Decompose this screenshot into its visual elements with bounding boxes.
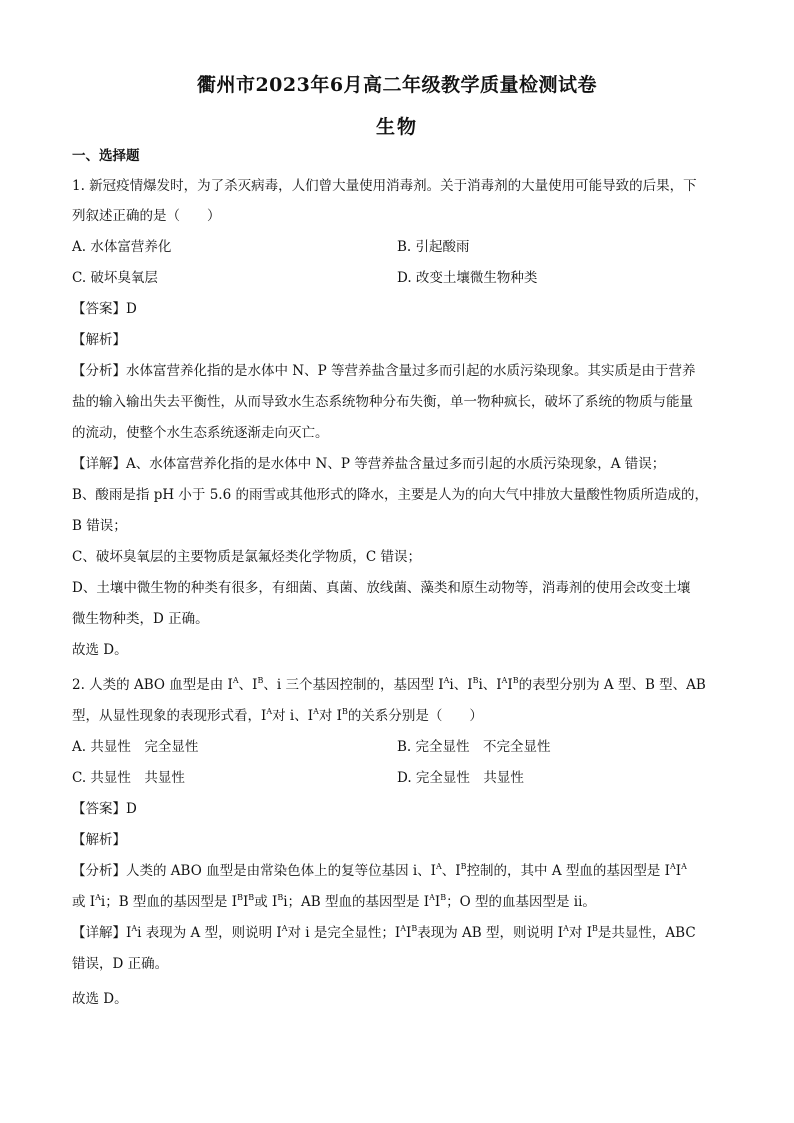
q1-detail-d1: D、土壤中微生物的种类有很多，有细菌、真菌、放线菌、藻类和原生动物等，消毒剂的使用会改变土壤 <box>72 580 691 596</box>
sup: A <box>232 676 239 685</box>
q2-answer <box>72 800 722 818</box>
text: i、I <box>449 677 473 693</box>
text: 人类的 ABO 血型是由常染色体上的复等位基因 i、I <box>126 863 437 879</box>
q1-option-d: D. 改变土壤微生物种类 <box>397 270 538 286</box>
text: I <box>675 863 682 879</box>
sup: B <box>512 676 519 685</box>
q1-answer <box>72 300 722 318</box>
text: 或 I <box>254 894 278 910</box>
text: 是共显性，ABC <box>597 925 696 941</box>
q1-detail-b2: B 错误； <box>72 518 127 534</box>
text: i；AB 型血的基因型是 I <box>283 894 430 910</box>
q2-option-d: D. 完全显性 共显性 <box>397 770 524 786</box>
q2-stem-line1 <box>72 676 722 694</box>
q1-detail-b1: B、酸雨是指 pH 小于 5.6 的雨雪或其他形式的降水，主要是人为的向大气中排放大量酸性物质所造成的， <box>72 487 708 503</box>
text: 对 I <box>568 925 593 941</box>
sup: B <box>440 893 447 902</box>
sup: B <box>592 924 598 933</box>
text: 控制的，其中 A 型血的基因型是 I <box>466 863 670 879</box>
sup: A <box>443 676 450 685</box>
text: 2. 人类的 ABO 血型是由 I <box>72 677 233 693</box>
q2-detail-line2: 错误，D 正确。 <box>72 956 169 972</box>
text: I <box>242 894 249 910</box>
q1-detail-a <box>72 455 722 473</box>
text: I <box>507 677 513 693</box>
q2-jiexi-label: 【解析】 <box>72 832 126 848</box>
text: 、I <box>238 677 258 693</box>
text: 对 i、I <box>272 708 314 724</box>
answer-label: 【答案】 <box>72 801 126 817</box>
sup: A <box>400 924 406 933</box>
text: I <box>406 925 412 941</box>
q2-analysis-line1 <box>72 862 722 880</box>
text: 型，从显性现象的表现形式看，I <box>72 708 267 724</box>
detail-label: 【详解】 <box>72 456 126 472</box>
sup: B <box>341 707 348 716</box>
text: 、I <box>441 863 461 879</box>
sup: B <box>277 893 284 902</box>
sup: B <box>460 862 467 871</box>
q1-conclusion: 故选 D。 <box>72 642 128 658</box>
q2-analysis-line2 <box>72 893 722 911</box>
q1-option-b: B. 引起酸雨 <box>397 239 470 255</box>
sup: B <box>248 893 255 902</box>
analysis-label: 【分析】 <box>72 863 126 879</box>
text: 、i 三个基因控制的，基因型 I <box>263 677 444 693</box>
q1-stem-line1: 1. 新冠疫情爆发时，为了杀灭病毒，人们曾大量使用消毒剂。关于消毒剂的大量使用可能导致的后果，下 <box>72 178 697 194</box>
q1-stem-line2: 列叙述正确的是（ ） <box>72 208 221 224</box>
text: i、I <box>478 677 502 693</box>
sup: B <box>237 893 243 902</box>
q2-option-b: B. 完全显性 不完全显性 <box>397 739 551 755</box>
text: i 表现为 A 型，则说明 I <box>137 925 282 941</box>
text: 或 I <box>72 894 96 910</box>
q2-option-a: A. 共显性 完全显性 <box>72 739 199 755</box>
sup: A <box>681 862 687 871</box>
text: 的表型分别为 A 型、B 型、AB <box>518 677 706 693</box>
text: 表现为 AB 型，则说明 I <box>417 925 564 941</box>
answer-value: D <box>126 801 137 817</box>
analysis-label: 【分析】 <box>72 363 126 379</box>
q1-option-c: C. 破坏臭氧层 <box>72 270 158 286</box>
text: 对 I <box>318 708 342 724</box>
sup: A <box>95 893 101 902</box>
q1-analysis-line2: 盐的输入输出失去平衡性，从而导致水生态系统物种分布失衡，单一物种疯长，破坏了系统的物质与能量 <box>72 394 693 410</box>
text: 对 i 是完全显性；I <box>287 925 401 941</box>
sup: A <box>429 893 435 902</box>
q1-option-a: A. 水体富营养化 <box>72 239 172 255</box>
detail-text: A、水体富营养化指的是水体中 N、P 等营养盐含量过多而引起的水质污染现象，A 错误； <box>126 456 666 472</box>
q1-analysis-line1 <box>72 362 722 380</box>
sup: A <box>670 862 676 871</box>
sup: A <box>501 676 508 685</box>
sup: B <box>257 676 264 685</box>
q2-option-c: C. 共显性 共显性 <box>72 770 185 786</box>
text: i；B 型血的基因型是 I <box>100 894 238 910</box>
sup: B <box>411 924 418 933</box>
detail-label: 【详解】 <box>72 925 126 941</box>
q2-conclusion: 故选 D。 <box>72 991 128 1007</box>
sup: A <box>131 924 138 933</box>
text: I <box>434 894 441 910</box>
subject-title: 生物 <box>375 116 418 138</box>
q1-detail-d2: 微生物种类，D 正确。 <box>72 611 209 627</box>
sup: A <box>313 707 319 716</box>
q1-detail-c: C、破坏臭氧层的主要物质是氯氟烃类化学物质，C 错误； <box>72 549 421 565</box>
exam-title: 衢州市2023年6月高二年级教学质量检测试卷 <box>196 74 598 96</box>
sup: A <box>281 924 288 933</box>
text: 的关系分别是（ ） <box>347 708 483 724</box>
q1-jiexi-label: 【解析】 <box>72 332 126 348</box>
text: I <box>126 925 132 941</box>
answer-label: 【答案】 <box>72 301 126 317</box>
text: ；O 型的血基因型是 ii。 <box>446 894 596 910</box>
sup: A <box>563 924 569 933</box>
q1-analysis-line3: 的流动，使整个水生态系统逐渐走向灭亡。 <box>72 425 329 441</box>
q2-stem-line2 <box>72 707 722 725</box>
section-heading: 一、选择题 <box>72 148 140 164</box>
answer-value: D <box>126 301 137 317</box>
q2-detail-line1 <box>72 924 722 942</box>
analysis-text: 水体富营养化指的是水体中 N、P 等营养盐含量过多而引起的水质污染现象。其实质是由于营养 <box>126 363 696 379</box>
sup: B <box>472 676 479 685</box>
sup: A <box>266 707 273 716</box>
sup: A <box>436 862 442 871</box>
